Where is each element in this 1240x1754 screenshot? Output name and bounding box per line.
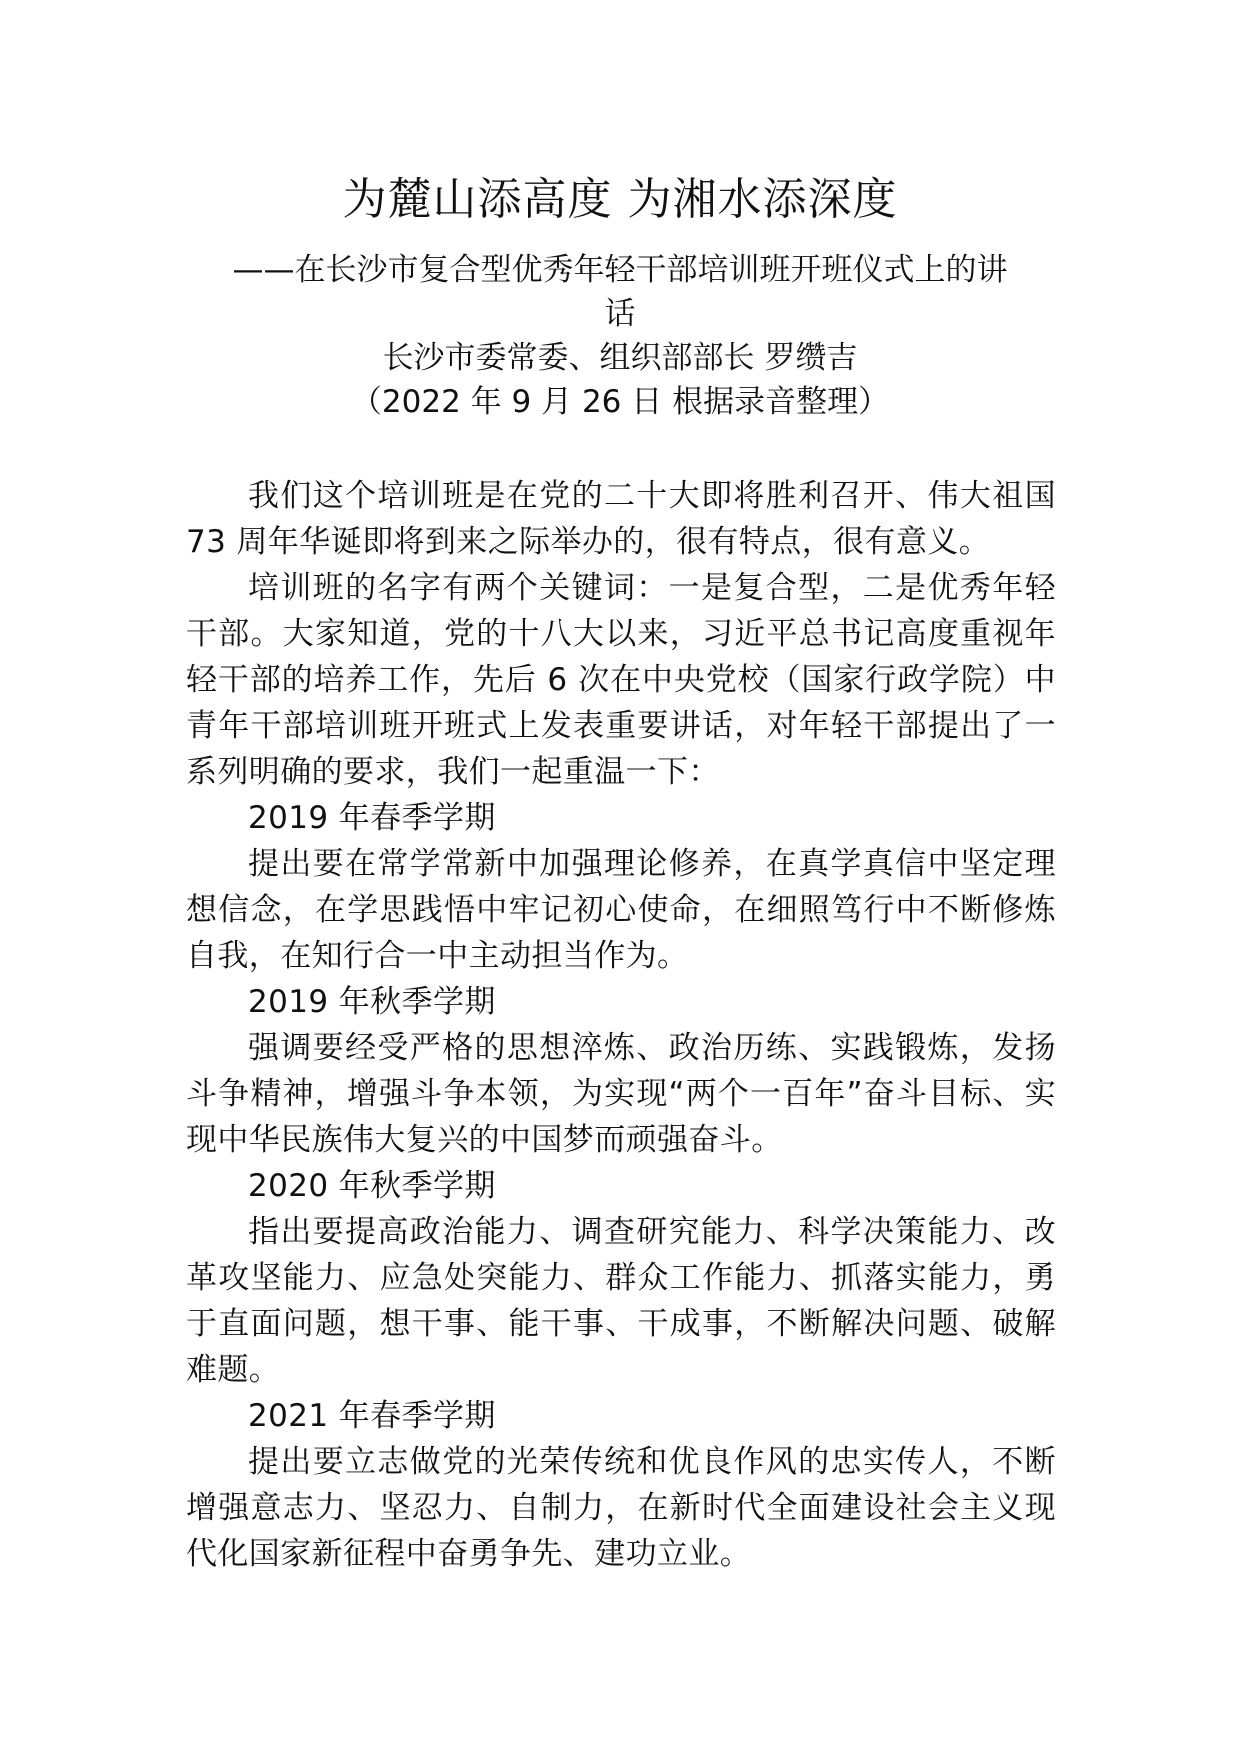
subtitle-line-2: 话 (604, 296, 636, 332)
date-note: （2022 年 9 月 26 日 根据录音整理） (350, 384, 890, 420)
paragraph-keywords: 培训班的名字有两个关键词：一是复合型，二是优秀年轻干部。大家知道，党的十八大以来，习近平总书记高度重视年轻干部的培养工作，先后 6 次在中央党校（国家行政学院）中青年干部培训班开班式上发表重要讲话，对年轻干部提出了一系列明确的要求，我们一起重温一下： (186, 570, 1056, 790)
subtitle-line-1: ——在长沙市复合型优秀年轻干部培训班开班仪式上的讲 (232, 252, 1008, 288)
section-heading-2020-autumn: 2020 年秋季学期 (248, 1168, 496, 1204)
document-title: 为麓山添高度 为湘水添深度 (342, 174, 898, 225)
author-line: 长沙市委常委、组织部部长 罗缵吉 (382, 340, 858, 376)
section-heading-2019-autumn: 2019 年秋季学期 (248, 984, 496, 1020)
paragraph-intro: 我们这个培训班是在党的二十大即将胜利召开、伟大祖国 73 周年华诞即将到来之际举办的，很有特点，很有意义。 (186, 478, 1056, 560)
subtitle-block (185, 248, 1055, 424)
paragraph-2021-spring: 提出要立志做党的光荣传统和优良作风的忠实传人，不断增强意志力、坚忍力、自制力，在新时代全面建设社会主义现代化国家新征程中奋勇争先、建功立业。 (186, 1444, 1056, 1572)
paragraph-2019-autumn: 强调要经受严格的思想淬炼、政治历练、实践锻炼，发扬斗争精神，增强斗争本领，为实现“两个一百年”奋斗目标、实现中华民族伟大复兴的中国梦而顽强奋斗。 (186, 1030, 1056, 1158)
paragraph-2020-autumn: 指出要提高政治能力、调查研究能力、科学决策能力、改革攻坚能力、应急处突能力、群众工作能力、抓落实能力，勇于直面问题，想干事、能干事、干成事，不断解决问题、破解难题。 (186, 1214, 1056, 1388)
paragraph-2019-spring: 提出要在常学常新中加强理论修养，在真学真信中坚定理想信念，在学思践悟中牢记初心使命，在细照笃行中不断修炼自我，在知行合一中主动担当作为。 (186, 846, 1056, 974)
section-heading-2019-spring: 2019 年春季学期 (248, 800, 496, 836)
body-text (186, 473, 1056, 1577)
section-heading-2021-spring: 2021 年春季学期 (248, 1398, 496, 1434)
